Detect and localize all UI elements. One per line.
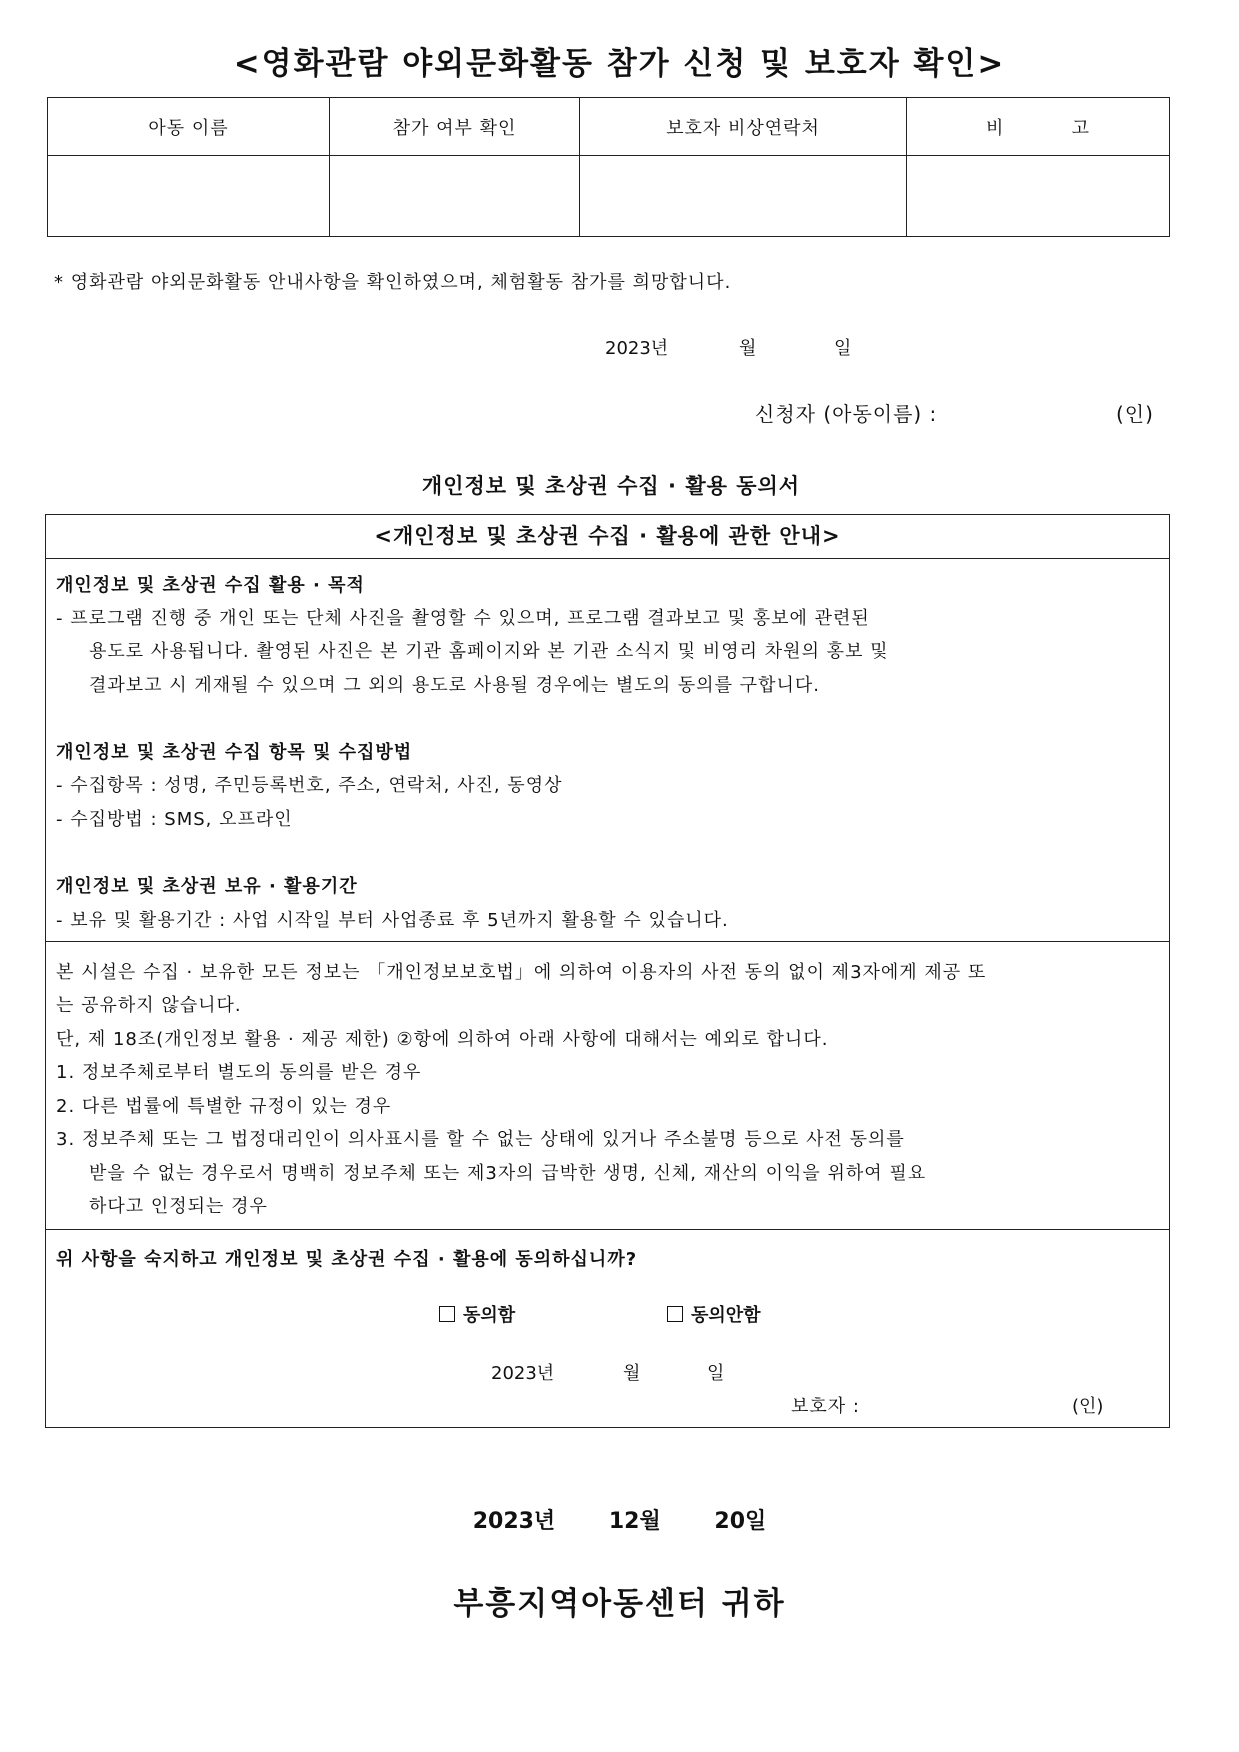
- section-items-title: 개인정보 및 초상권 수집 항목 및 수집방법: [56, 742, 413, 763]
- policy-line: 1. 정보주체로부터 별도의 동의를 받은 경우: [56, 1062, 422, 1083]
- section-purpose-line: 용도로 사용됩니다. 촬영된 사진은 본 기관 홈페이지와 본 기관 소식지 및 비영리 차원의 홍보 및: [89, 641, 889, 662]
- date-month: 월: [739, 338, 757, 359]
- header-emergency-contact: 보호자 비상연락처: [580, 98, 907, 156]
- applicant-label: 신청자 (아동이름) :: [755, 402, 938, 426]
- policy-line: 단, 제 18조(개인정보 활용 · 제공 제한) ②항에 의하여 아래 사항에 대해서는 예외로 합니다.: [56, 1029, 829, 1050]
- date-day: 일: [834, 338, 852, 359]
- participant-table: [47, 97, 1170, 237]
- confirmation-note: * 영화관람 야외문화활동 안내사항을 확인하였으며, 체험활동 참가를 희망합니다.: [54, 272, 732, 293]
- section-period-line: - 보유 및 활용기간 : 사업 시작일 부터 사업종료 후 5년까지 활용할 수 있습니다.: [56, 910, 729, 931]
- footer-date-month: 12월: [608, 1509, 661, 1534]
- date-year: 2023년: [605, 338, 669, 359]
- guardian-seal: (인): [1072, 1396, 1104, 1417]
- footer-date: [0, 1504, 1239, 1535]
- consent-box-header: <개인정보 및 초상권 수집 · 활용에 관한 안내>: [374, 524, 841, 548]
- applicant-seal: (인): [1116, 402, 1154, 426]
- cell-child-name[interactable]: [48, 156, 330, 237]
- cell-emergency-contact[interactable]: [580, 156, 907, 237]
- section-purpose-title: 개인정보 및 초상권 수집 활용 · 목적: [56, 575, 365, 596]
- checkbox-square-icon: [439, 1306, 455, 1322]
- agree-checkbox[interactable]: [439, 1301, 515, 1327]
- header-child-name: 아동 이름: [48, 98, 330, 156]
- section-purpose-line: 결과보고 시 게재될 수 있으며 그 외의 용도로 사용될 경우에는 별도의 동의를 구합니다.: [89, 675, 820, 696]
- header-participation: 참가 여부 확인: [330, 98, 580, 156]
- policy-line: 받을 수 없는 경우로서 명백히 정보주체 또는 제3자의 급박한 생명, 신체, 재산의 이익을 위하여 필요: [89, 1163, 927, 1184]
- cell-remarks[interactable]: [907, 156, 1170, 237]
- policy-line: 3. 정보주체 또는 그 법정대리인이 의사표시를 할 수 없는 상태에 있거나 주소불명 등으로 사전 동의를: [56, 1129, 905, 1150]
- policy-line: 하다고 인정되는 경우: [89, 1196, 268, 1217]
- section-items-line: - 수집항목 : 성명, 주민등록번호, 주소, 연락처, 사진, 동영상: [56, 775, 563, 796]
- policy-line: 2. 다른 법률에 특별한 규정이 있는 경우: [56, 1096, 392, 1117]
- guardian-label: 보호자 :: [791, 1396, 860, 1417]
- footer-organization: 부흥지역아동센터 귀하: [453, 1586, 786, 1622]
- footer-date-day: 20일: [714, 1509, 767, 1534]
- consent-date-year: 2023년: [491, 1363, 555, 1384]
- document-title: <영화관람 야외문화활동 참가 신청 및 보호자 확인>: [233, 46, 1006, 82]
- cell-participation[interactable]: [330, 156, 580, 237]
- footer-date-year: 2023년: [472, 1509, 556, 1534]
- policy-line: 는 공유하지 않습니다.: [56, 995, 242, 1016]
- disagree-checkbox[interactable]: [667, 1301, 761, 1327]
- agree-label: 동의함: [463, 1305, 516, 1326]
- consent-date-day: 일: [707, 1363, 725, 1384]
- section-period-title: 개인정보 및 초상권 보유 · 활용기간: [56, 876, 358, 897]
- header-remarks: 비 고: [907, 98, 1170, 156]
- consent-question: 위 사항을 숙지하고 개인정보 및 초상권 수집 · 활용에 동의하십니까?: [56, 1249, 638, 1270]
- consent-title: 개인정보 및 초상권 수집 · 활용 동의서: [421, 474, 801, 498]
- consent-box: [45, 514, 1170, 1428]
- policy-line: 본 시설은 수집 · 보유한 모든 정보는 「개인정보보호법」에 의하여 이용자의 사전 동의 없이 제3자에게 제공 또: [56, 962, 987, 983]
- section-items-line: - 수집방법 : SMS, 오프라인: [56, 809, 293, 830]
- checkbox-square-icon: [667, 1306, 683, 1322]
- consent-date-month: 월: [623, 1363, 641, 1384]
- disagree-label: 동의안함: [691, 1305, 761, 1326]
- section-purpose-line: - 프로그램 진행 중 개인 또는 단체 사진을 촬영할 수 있으며, 프로그램 결과보고 및 홍보에 관련된: [56, 608, 870, 629]
